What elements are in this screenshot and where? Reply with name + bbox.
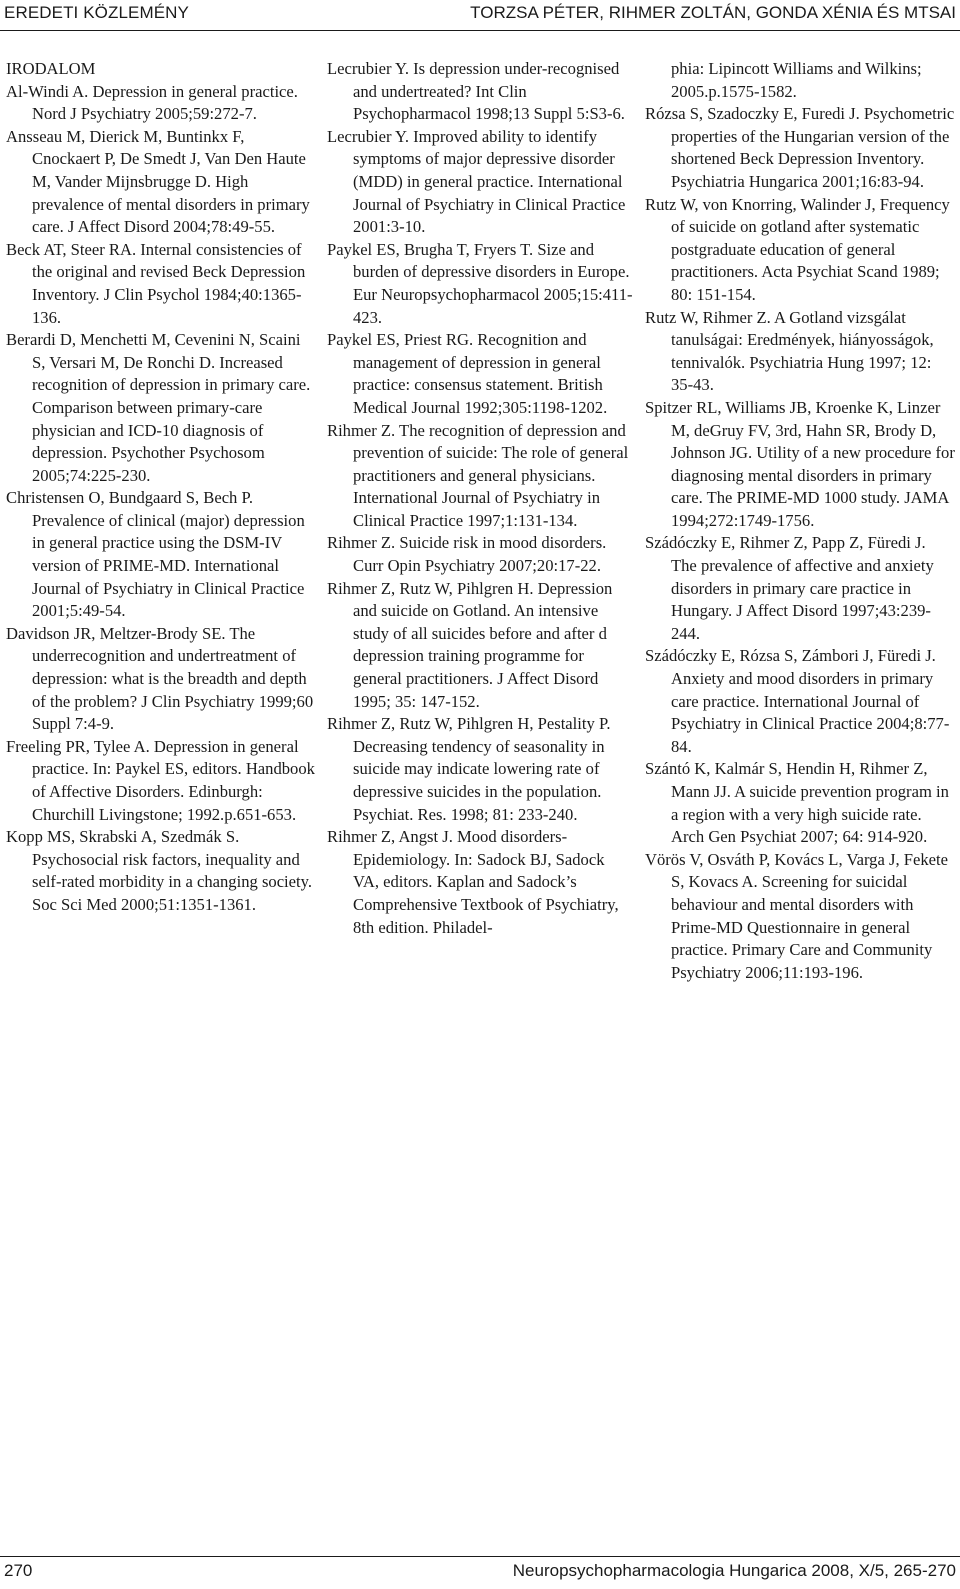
reference-item: Rózsa S, Szadoczky E, Furedi J. Psychometric properties of the Hungarian version of the shortened Beck Depression Inventory. Psychiatria Hungarica 2001;16:83-94. [645, 104, 955, 191]
column-3 [645, 58, 955, 984]
header-section-label: EREDETI KÖZLEMÉNY [4, 3, 189, 22]
section-heading: IRODALOM [6, 59, 96, 78]
reference-item: Lecrubier Y. Is depression under-recognised and undertreated? Int Clin Psychopharmacol 1998;13 Suppl 5:S3-6. [327, 59, 625, 124]
reference-item: Rutz W, Rihmer Z. A Gotland vizsgálat tanulságai: Eredmények, hiányosságok, tennivalók. Psychiatria Hung 1997; 12: 35-43. [645, 307, 934, 395]
page-number: 270 [4, 1561, 33, 1580]
running-footer [0, 1556, 960, 1589]
header-authors: TORZSA PÉTER, RIHMER ZOLTÁN, GONDA XÉNIA ÉS MTSAI [470, 3, 956, 22]
reference-item: Rutz W, von Knorring, Walinder J, Frequency of suicide on gotland after systematic postgraduate education of general practitioners. Acta Psychiat Scand 1989; 80: 151-154. [645, 194, 950, 304]
reference-item: Al-Windi A. Depression in general practice. Nord J Psychiatry 2005;59:272-7. [6, 81, 298, 124]
reference-item: Rihmer Z, Angst J. Mood disorders-Epidemiology. In: Sadock BJ, Sadock VA, editors. Kaplan and Sadock’s Comprehensive Textbook of Psychiatry, 8th edition. Philadel- [327, 827, 619, 937]
reference-item: Kopp MS, Skrabski A, Szedmák S. Psychosocial risk factors, inequality and self-rated morbidity in a changing society. Soc Sci Med 2000;51:1351-1361. [6, 827, 313, 914]
column-1 [6, 58, 316, 917]
reference-item: Berardi D, Menchetti M, Cevenini N, Scaini S, Versari M, De Ronchi D. Increased recognition of depression in primary care. Comparison between primary-care physician and ICD-10 diagnosis of depression. Psychother Psychosom 2005;74:225-230. [6, 330, 311, 485]
reference-item: Ansseau M, Dierick M, Buntinkx F, Cnockaert P, De Smedt J, Van Den Haute M, Vander Mijnsbrugge D. High prevalence of mental disorders in primary care. J Affect Disord 2004;78:49-55. [6, 126, 310, 237]
running-header [0, 0, 960, 31]
reference-item: Vörös V, Osváth P, Kovács L, Varga J, Fekete S, Kovacs A. Screening for suicidal behaviour and mental disorders with Prime-MD Questionnaire in general practice. Primary Care and Community Psychiatry 2006;11:193-196. [645, 849, 948, 982]
reference-item: Rihmer Z, Rutz W, Pihlgren H, Pestality P. Decreasing tendency of seasonality in suicide may indicate lowering rate of depressive suicides in the population. Psychiat. Res. 1998; 81: 233-240. [327, 714, 611, 824]
reference-item: Paykel ES, Brugha T, Fryers T. Size and burden of depressive disorders in Europe. Eur Neuropsychopharmacol 2005;15:411-423. [327, 239, 633, 327]
reference-item: Rihmer Z. The recognition of depression and prevention of suicide: The role of general practitioners and general physicians. International Journal of Psychiatry in Clinical Practice 1997;1:131-134. [327, 420, 629, 530]
reference-item: Rihmer Z, Rutz W, Pihlgren H. Depression and suicide on Gotland. An intensive study of all suicides before and after d depression training programme for general practitioners. J Affect Disord 1995; 35: 147-152. [327, 578, 613, 711]
reference-item: Paykel ES, Priest RG. Recognition and management of depression in general practice: consensus statement. British Medical Journal 1992;305:1198-1202. [327, 330, 608, 417]
column-2 [327, 58, 633, 939]
reference-item: Spitzer RL, Williams JB, Kroenke K, Linzer M, deGruy FV, 3rd, Hahn SR, Brody D, Johnson JG. Utility of a new procedure for diagnosing mental disorders in primary care. The PRIME-MD 1000 study. JAMA 1994;272:1749-1756. [645, 397, 955, 530]
reference-item: Szántó K, Kalmár S, Hendin H, Rihmer Z, Mann JJ. A suicide prevention program in a region with a very high suicide rate. Arch Gen Psychiat 2007; 64: 914-920. [645, 759, 949, 847]
reference-item: Freeling PR, Tylee A. Depression in general practice. In: Paykel ES, editors. Handbook of Affective Disorders. Edinburgh: Churchill Livingstone; 1992.p.651-653. [6, 736, 315, 824]
reference-item: Christensen O, Bundgaard S, Bech P. Prevalence of clinical (major) depression in general practice using the DSM-IV version of PRIME-MD. International Journal of Psychiatry in Clinical Practice 2001;5:49-54. [6, 488, 305, 621]
reference-item: Szádóczky E, Rózsa S, Zámbori J, Füredi J. Anxiety and mood disorders in primary care practice. International Journal of Psychiatry in Clinical Practice 2004;8:77-84. [645, 646, 950, 756]
reference-continuation: phia: Lipincott Williams and Wilkins; 2005.p.1575-1582. [671, 59, 922, 101]
journal-citation: Neuropsychopharmacologia Hungarica 2008, X/5, 265-270 [512, 1561, 956, 1580]
reference-item: Lecrubier Y. Improved ability to identify symptoms of major depressive disorder (MDD) in general practice. International Journal of Psychiatry in Clinical Practice 2001:3-10. [327, 126, 626, 237]
reference-item: Szádóczky E, Rihmer Z, Papp Z, Füredi J. The prevalence of affective and anxiety disorders in primary care practice in Hungary. J Affect Disord 1997;43:239-244. [645, 533, 934, 643]
reference-item: Rihmer Z. Suicide risk in mood disorders. Curr Opin Psychiatry 2007;20:17-22. [327, 533, 607, 576]
reference-item: Beck AT, Steer RA. Internal consistencies of the original and revised Beck Depression Inventory. J Clin Psychol 1984;40:1365-136. [6, 239, 306, 327]
reference-item: Davidson JR, Meltzer-Brody SE. The underrecognition and undertreatment of depression: what is the breadth and depth of the problem? J Clin Psychiatry 1999;60 Suppl 7:4-9. [6, 623, 314, 734]
